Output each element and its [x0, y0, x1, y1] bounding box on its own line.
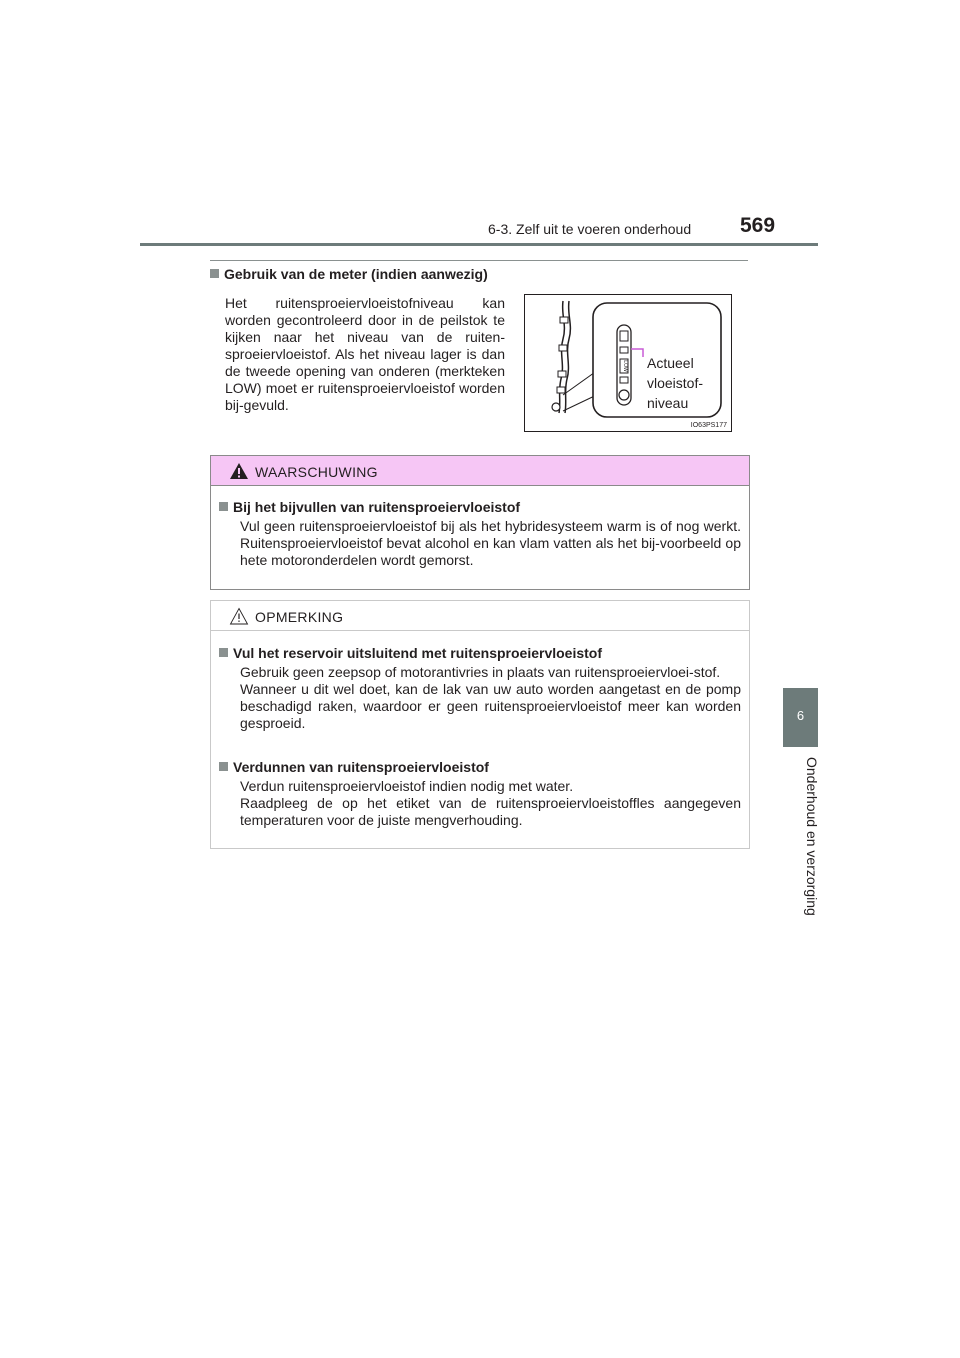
caution-outline-icon — [229, 607, 249, 625]
note-item-heading: Verdunnen van ruitensproeiervloeistof — [219, 759, 741, 775]
warning-box — [210, 455, 750, 590]
dipstick-figure — [524, 294, 732, 432]
square-bullet-icon — [219, 502, 228, 511]
section-paragraph: Het ruitensproeiervloeistofniveau kan worden gecontroleerd door in de peilstok te kijken naar het niveau van de ruiten-sproeiervloeistof. Als het niveau lager is dan de tweede opening van onderen (merkteken LOW) moet er ruitensproeiervloeistof worden bij-gevuld. — [225, 295, 505, 413]
warning-title: WAARSCHUWING — [255, 464, 378, 480]
section-rule — [210, 260, 748, 261]
note-item-heading: Vul het reservoir uitsluitend met ruitensproeiervloeistof — [219, 645, 741, 661]
chapter-tab-label: Onderhoud en verzorging — [804, 757, 820, 916]
chapter-tab-number: 6 — [796, 708, 805, 723]
warning-item-heading: Bij het bijvullen van ruitensproeiervloeistof — [219, 499, 741, 515]
note-item-dilution — [219, 759, 741, 829]
note-header — [211, 601, 749, 631]
fluid-level-callout: Actueel vloeistof- niveau — [647, 355, 704, 411]
note-item-text: Raadpleeg de op het etiket van de ruitensproeiervloeistoffles aangegeven temperaturen voor de juiste mengverhouding. — [240, 795, 741, 828]
page-number: 569 — [740, 214, 776, 237]
chapter-header: 6-3. Zelf uit te voeren onderhoud — [488, 221, 692, 237]
warning-triangle-icon — [229, 462, 249, 480]
note-box — [210, 600, 750, 849]
warning-header — [211, 456, 749, 486]
note-title: OPMERKING — [255, 609, 344, 625]
square-bullet-icon — [210, 269, 219, 278]
low-marker-label: LOW — [622, 360, 628, 372]
section-heading-text: Gebruik van de meter (indien aanwezig) — [224, 266, 488, 282]
section-heading — [210, 266, 488, 282]
note-item-text: Gebruik geen zeepsop of motorantivries in plaats van ruitensproeiervloei-stof. — [240, 664, 721, 680]
note-item-text: Wanneer u dit wel doet, kan de lak van uw auto worden aangetast en de pomp beschadigd raken, waardoor er geen ruitensproeiervloeistof meer kan worden gesproeid. — [240, 681, 741, 731]
warning-item-text: Vul geen ruitensproeiervloeistof bij als het hybridesysteem warm is of nog werkt. Ruitensproeiervloeistof bevat alcohol en kan vlam vatten als het bij-voorbeeld op hete motoronderdelen wordt gemorst. — [240, 518, 741, 568]
note-item-text: Verdun ruitensproeiervloeistof indien nodig met water. — [240, 778, 574, 794]
square-bullet-icon — [219, 648, 228, 657]
square-bullet-icon — [219, 762, 228, 771]
header-rule — [140, 243, 818, 246]
note-item-reservoir — [219, 645, 741, 732]
warning-item — [219, 499, 741, 569]
figure-code: IO63PS177 — [690, 422, 727, 429]
